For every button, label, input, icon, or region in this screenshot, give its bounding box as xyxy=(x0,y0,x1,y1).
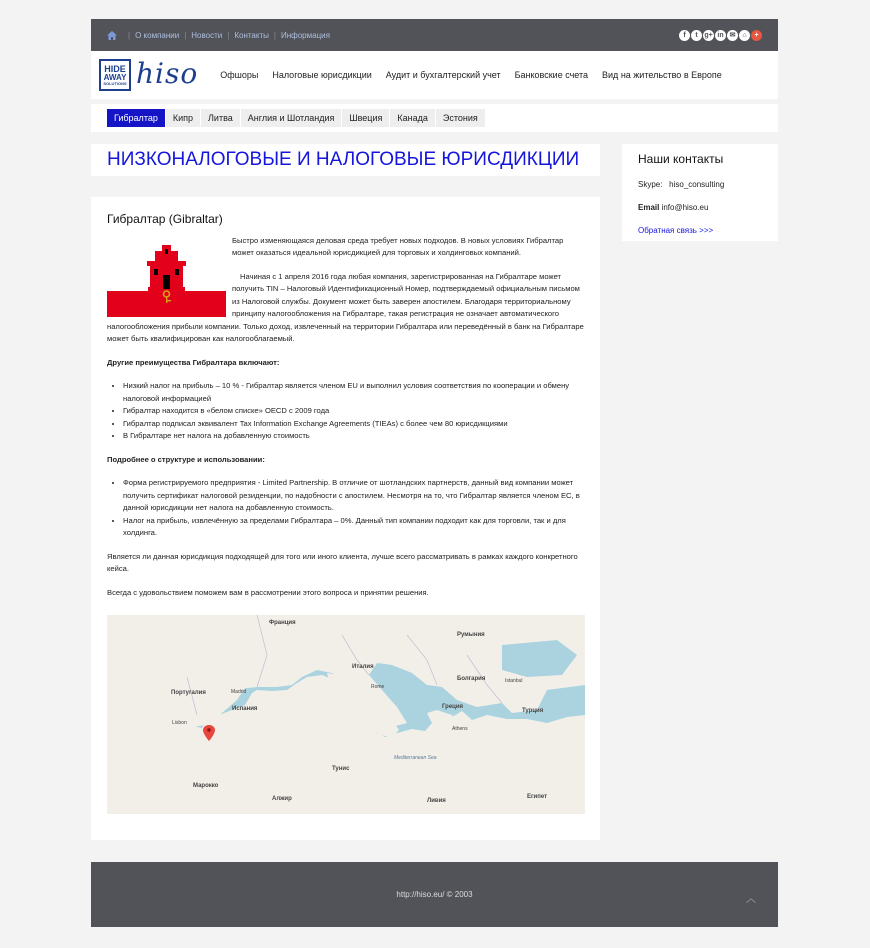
brand-name[interactable]: hiso xyxy=(136,56,199,90)
facebook-icon[interactable]: f xyxy=(679,30,690,41)
tab-sweden[interactable]: Швеция xyxy=(342,109,389,127)
map-label-egypt: Египет xyxy=(527,794,548,800)
logo-line-1: HIDE xyxy=(104,63,126,74)
closing-paragraph: Всегда с удовольствием поможем вам в рассмотрении этого вопроса и принятии решения. xyxy=(107,587,429,597)
nav-bank-accounts[interactable]: Банковские счета xyxy=(514,70,589,80)
map-label-portugal: Португалия xyxy=(171,690,206,696)
nav-residence[interactable]: Вид на жительство в Европе xyxy=(602,70,722,80)
social-links xyxy=(679,30,762,41)
footer-text: http://hiso.eu/ © 2003 xyxy=(396,890,473,899)
list-item: • В Гибралтаре нет налога на добавленную стоимость xyxy=(123,430,584,443)
map-label-lisbon: Lisbon xyxy=(172,720,187,726)
plus-icon[interactable]: + xyxy=(751,30,762,41)
email-label: Email xyxy=(638,203,660,212)
google-plus-icon[interactable]: g+ xyxy=(704,31,713,39)
home-social-icon[interactable]: ⌂ xyxy=(739,30,750,41)
list-item: • Гибралтар подписал эквивалент Tax Information Exchange Agreements (TIEAs) с более чем 80 юрисдикциями xyxy=(123,418,584,431)
suitability-paragraph: Является ли данная юрисдикция подходящей для того или иного клиента, лучше всего рассматривать в рамках каждого конкретного кейса. xyxy=(107,551,578,573)
gibraltar-flag-image xyxy=(107,238,226,317)
map-embed[interactable] xyxy=(107,615,585,814)
skype-label: Skype: xyxy=(638,180,663,189)
map-label-athens: Athens xyxy=(452,726,468,732)
jurisdiction-tabs xyxy=(91,104,778,132)
tin-text: Начиная с 1 апреля 2016 года любая компания, зарегистрированная на Гибралтаре может получить TIN – Налоговый Идентификационный Номер, подтверждаемый официальным письмом из Налоговой службы. Документ может быть заверен апостилем. Благодаря территориальному принципу налогообложения на Гибралтаре, такая регистрация не означает автоматического налогообложения прибыли компании. Только доход, извлеченный на территории Гибралтара или переведённый в банк на Гибралтаре может быть квалифицирован как налогооблагаемый. xyxy=(107,271,584,343)
map-label-spain: Испания xyxy=(232,706,258,712)
map-label-rome: Rome xyxy=(371,684,385,690)
site-header xyxy=(91,51,778,99)
mail-icon[interactable]: ✉ xyxy=(727,30,738,41)
top-link-contacts[interactable]: Контакты xyxy=(234,30,269,40)
list-item: • Гибралтар находится в «белом списке» OECD с 2009 года xyxy=(123,405,584,418)
map-label-bulgaria: Болгария xyxy=(457,676,486,682)
logo[interactable] xyxy=(99,59,131,91)
list-item: • Налог на прибыль, извлечённую за пределами Гибралтара – 0%. Данный тип компании подходит как для торговли, так и для холдинга. xyxy=(123,515,584,540)
page-title: НИЗКОНАЛОГОВЫЕ И НАЛОГОВЫЕ ЮРИСДИКЦИИ xyxy=(107,149,580,170)
structure-heading: Подробнее о структуре и использовании: xyxy=(107,454,265,464)
structure-list xyxy=(123,477,584,540)
map-label-madrid: Madrid xyxy=(231,689,247,695)
tab-estonia[interactable]: Эстония xyxy=(436,109,485,127)
map-label-istanbul: Istanbul xyxy=(505,678,523,684)
feedback-row xyxy=(638,226,762,235)
page-title-box xyxy=(91,144,600,176)
nav-offshores[interactable]: Офшоры xyxy=(220,70,259,80)
main-nav xyxy=(220,70,736,80)
twitter-icon[interactable]: t xyxy=(691,30,702,41)
contacts-sidebar xyxy=(622,144,778,241)
map-label-morocco: Марокко xyxy=(193,783,219,789)
feedback-link[interactable]: Обратная связь >>> xyxy=(638,226,714,235)
skype-row xyxy=(638,180,762,189)
map-label-greece: Греция xyxy=(442,704,464,710)
site-footer xyxy=(91,862,778,927)
map-label-tunisia: Тунис xyxy=(332,766,350,772)
scroll-up-icon[interactable]: ︿ xyxy=(746,894,756,905)
nav-audit[interactable]: Аудит и бухгалтерский учет xyxy=(385,70,501,80)
tab-canada[interactable]: Канада xyxy=(390,109,434,127)
map-label-algeria: Алжир xyxy=(272,796,292,802)
article xyxy=(91,197,600,840)
map-label-turkey: Турция xyxy=(522,708,544,714)
article-heading: Гибралтар (Gibraltar) xyxy=(107,212,223,226)
linkedin-icon[interactable]: in xyxy=(715,30,726,41)
map-label-libya: Ливия xyxy=(427,798,446,804)
top-link-news[interactable]: Новости xyxy=(191,30,223,40)
map-label-france: Франция xyxy=(269,620,296,626)
logo-line-2: AWAY xyxy=(103,72,127,82)
advantages-list xyxy=(123,380,584,443)
top-link-about[interactable]: О компании xyxy=(135,30,180,40)
tab-england-scotland[interactable]: Англия и Шотландия xyxy=(241,109,342,127)
map-label-sea: Mediterranean Sea xyxy=(394,755,437,761)
tab-lithuania[interactable]: Литва xyxy=(201,109,240,127)
top-nav: | О компании | Новости | Контакты | Информация xyxy=(107,31,330,40)
map-label-romania: Румыния xyxy=(457,632,485,638)
advantages-heading: Другие преимущества Гибралтара включают: xyxy=(107,357,280,367)
tab-gibraltar[interactable]: Гибралтар xyxy=(107,109,165,127)
logo-line-3: SOLUTIONS xyxy=(103,80,127,86)
top-link-info[interactable]: Информация xyxy=(280,30,330,40)
nav-tax-jurisdictions[interactable]: Налоговые юрисдикции xyxy=(272,70,372,80)
email-value[interactable]: info@hiso.eu xyxy=(661,203,709,212)
intro-paragraph: Быстро изменяющаяся деловая среда требует новых подходов. В новых условиях Гибралтар может оказаться идеальной юрисдикцией для торговых и холдинговых компаний. xyxy=(232,235,564,257)
map-label-italy: Италия xyxy=(352,664,374,670)
list-item: • Низкий налог на прибыль – 10 % - Гибралтар является членом EU и выполнил условия соответствия по кооперации и обмену налоговой информацией xyxy=(123,380,584,405)
sidebar-title: Наши контакты xyxy=(638,152,724,166)
email-row xyxy=(638,203,762,212)
tab-cyprus[interactable]: Кипр xyxy=(166,109,200,127)
list-item: • Форма регистрируемого предприятия - Limited Partnership. В отличие от шотландских партнерств, данный вид компании может получить сертификат налоговой резиденции, по надобности с апостилем. Несмотря на то, что Гибралтар является членом ЕС, в данной юрисдикции нет налога на добавленную стоимость. xyxy=(123,477,584,515)
home-icon[interactable] xyxy=(107,31,117,40)
skype-value: hiso_consulting xyxy=(669,180,725,189)
top-bar xyxy=(91,19,778,51)
